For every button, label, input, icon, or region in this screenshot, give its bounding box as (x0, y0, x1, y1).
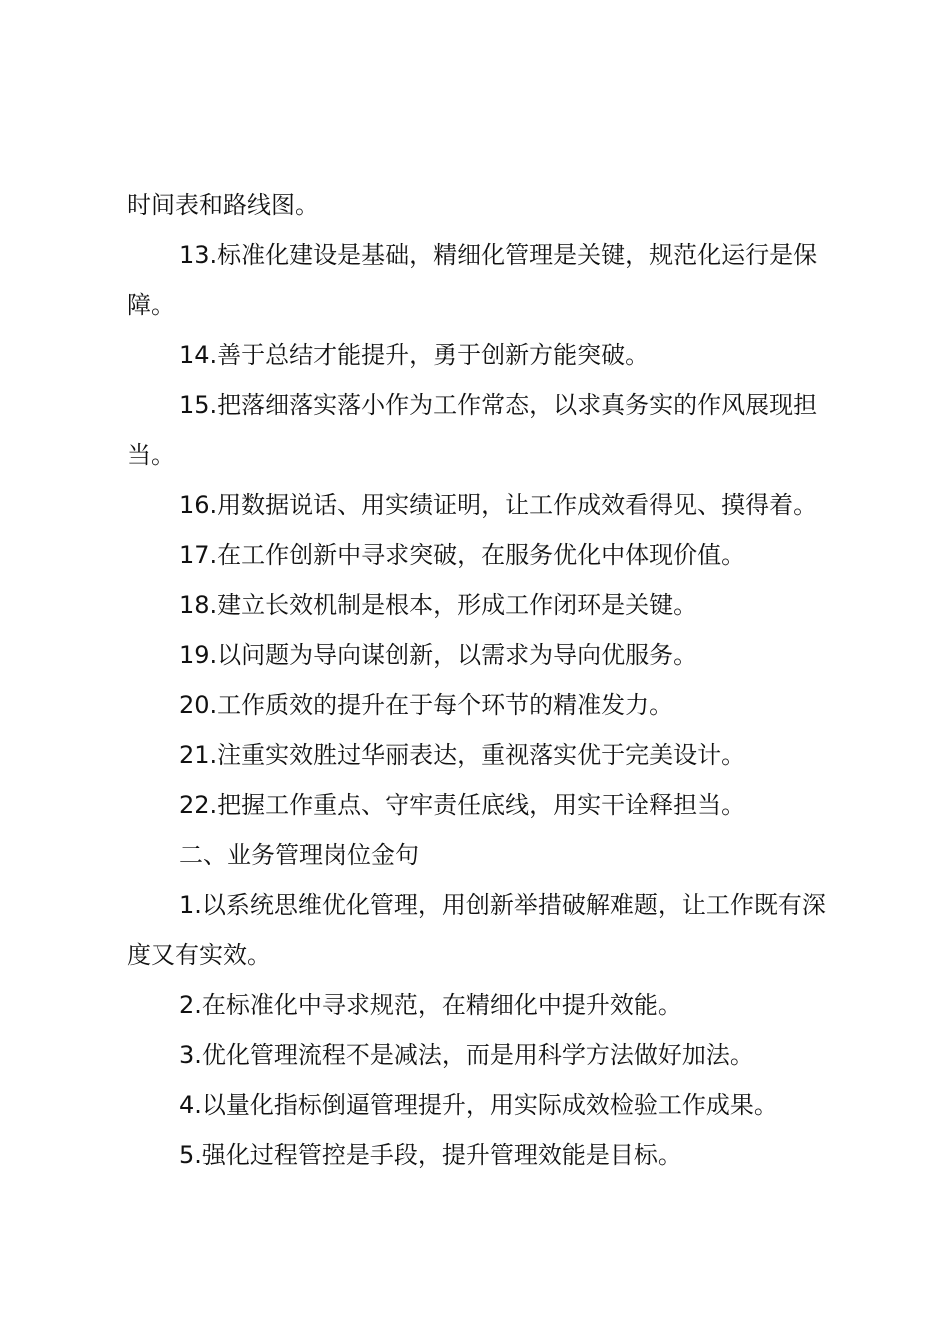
paragraph-item-1: 1.以系统思维优化管理，用创新举措破解难题，让工作既有深度又有实效。 (127, 891, 826, 969)
paragraph-item-3: 3.优化管理流程不是减法，而是用科学方法做好加法。 (179, 1041, 754, 1069)
paragraph-item-14: 14.善于总结才能提升，勇于创新方能突破。 (179, 341, 650, 369)
paragraph-item-5: 5.强化过程管控是手段，提升管理效能是目标。 (179, 1141, 682, 1169)
paragraph-item-18: 18.建立长效机制是根本，形成工作闭环是关键。 (179, 591, 698, 619)
paragraph-item-2: 2.在标准化中寻求规范，在精细化中提升效能。 (179, 991, 682, 1019)
paragraph-item-16: 16.用数据说话、用实绩证明，让工作成效看得见、摸得着。 (179, 491, 818, 519)
paragraph-continuation: 时间表和路线图。 (127, 191, 319, 219)
paragraph-item-21: 21.注重实效胜过华丽表达，重视落实优于完美设计。 (179, 741, 746, 769)
paragraph-item-22: 22.把握工作重点、守牢责任底线，用实干诠释担当。 (179, 791, 746, 819)
paragraph-item-17: 17.在工作创新中寻求突破，在服务优化中体现价值。 (179, 541, 746, 569)
paragraph-item-20: 20.工作质效的提升在于每个环节的精准发力。 (179, 691, 674, 719)
paragraph-item-19: 19.以问题为导向谋创新，以需求为导向优服务。 (179, 641, 698, 669)
document-body (127, 180, 847, 1180)
paragraph-item-13: 13.标准化建设是基础，精细化管理是关键，规范化运行是保障。 (127, 241, 818, 319)
section-heading: 二、业务管理岗位金句 (179, 841, 419, 869)
paragraph-item-15: 15.把落细落实落小作为工作常态，以求真务实的作风展现担当。 (127, 391, 818, 469)
paragraph-item-4: 4.以量化指标倒逼管理提升，用实际成效检验工作成果。 (179, 1091, 778, 1119)
